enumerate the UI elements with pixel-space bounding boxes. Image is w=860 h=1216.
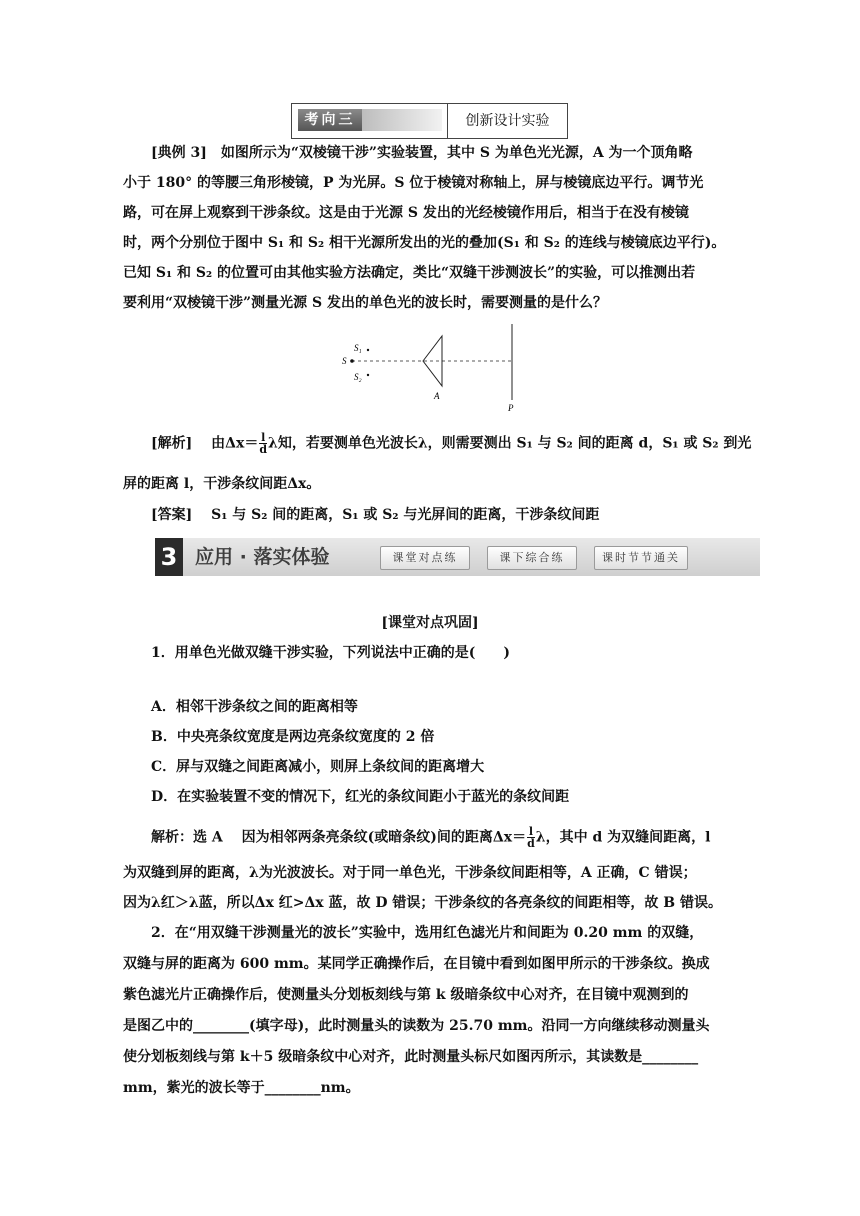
solution-label: 解析：选 A — [151, 829, 223, 846]
label-s2: S₂ — [354, 372, 362, 382]
section-banner — [155, 538, 760, 576]
question-2-line: 2．在“用双缝干涉测量光的波长”实验中，选用红色滤光片和间距为 0.20 mm 的双缝， — [151, 925, 704, 941]
question-1-option: D．在实验装置不变的情况下，红光的条纹间距小于蓝光的条纹间距 — [151, 789, 570, 805]
solution-text: λ，其中 d 为双缝间距离，l — [535, 829, 711, 846]
solution-fraction — [527, 826, 535, 849]
fraction-denominator: d — [527, 837, 535, 850]
fraction-numerator: l — [261, 431, 266, 444]
analysis-text: 由Δx＝ — [211, 435, 259, 452]
solution-text: 因为相邻两条亮条纹(或暗条纹)间的距离Δx＝ — [241, 829, 527, 846]
fraction-denominator: d — [259, 443, 268, 456]
biprism-diagram — [338, 320, 528, 416]
answer-line — [151, 505, 599, 525]
solution-line: 因为λ红＞λ蓝，所以Δx 红>Δx 蓝，故 D 错误；干涉条纹的各亮条纹的间距相等，故 B 错误。 — [123, 895, 722, 911]
section-tag-bar — [362, 109, 442, 131]
label-s1: S₁ — [354, 343, 362, 353]
source-s2-dot — [367, 374, 369, 376]
example-line: 已知 S₁ 和 S₂ 的位置可由其他实验方法确定，类比“双缝干涉测波长”的实验，可以推测出若 — [123, 265, 696, 281]
fraction-numerator: l — [528, 825, 534, 838]
question-2-line: 是图乙中的________(填字母)，此时测量头的读数为 25.70 mm。沿同一方向继续移动测量头 — [123, 1018, 710, 1034]
lesson-pass-button[interactable]: 课时节节通关 — [594, 546, 688, 570]
example-line: 路，可在屏上观察到干涉条纹。这是由于光源 S 发出的光经棱镜作用后，相当于在没有棱镜 — [123, 205, 689, 221]
class-practice-button[interactable]: 课堂对点练 — [380, 546, 470, 570]
subheading: [课堂对点巩固] — [381, 615, 479, 631]
analysis-fraction — [259, 432, 267, 455]
question-1-option: C．屏与双缝之间距离减小，则屏上条纹间的距离增大 — [151, 759, 485, 775]
question-2-line: 双缝与屏的距离为 600 mm。某同学正确操作后，在目镜中看到如图甲所示的干涉条纹。换成 — [123, 956, 710, 972]
label-s: S — [342, 356, 347, 366]
after-class-practice-button[interactable]: 课下综合练 — [487, 546, 577, 570]
example-line: [典例 3] 如图所示为“双棱镜干涉”实验装置，其中 S 为单色光光源，A 为一个顶角略 — [151, 145, 693, 161]
question-1-option: B．中央亮条纹宽度是两边亮条纹宽度的 2 倍 — [151, 729, 435, 745]
question-2-line: 紫色滤光片正确操作后，使测量头分划板刻线与第 k 级暗条纹中心对齐，在目镜中观测到的 — [123, 987, 689, 1003]
section-tag — [292, 104, 448, 138]
solution-line: 为双缝到屏的距离，λ为光波波长。对于同一单色光，干涉条纹间距相等，A 正确，C 错误； — [123, 865, 697, 881]
banner-number: 3 — [155, 538, 183, 576]
analysis-line: 屏的距离 l，干涉条纹间距Δx。 — [123, 476, 321, 492]
section-title: 创新设计实验 — [465, 113, 550, 129]
section-header — [291, 103, 568, 139]
example-line: 小于 180° 的等腰三角形棱镜，P 为光屏。S 位于棱镜对称轴上，屏与棱镜底边平行。调节光 — [123, 175, 704, 191]
label-p: P — [508, 403, 514, 413]
analysis-line — [151, 432, 751, 455]
answer-label: [答案] — [151, 507, 193, 523]
analysis-text: λ知，若要测单色光波长λ，则需要测出 S₁ 与 S₂ 间的距离 d，S₁ 或 S₂ 到光 — [268, 435, 752, 452]
question-2-line: 使分划板刻线与第 k＋5 级暗条纹中心对齐，此时测量头标尺如图丙所示，其读数是________ — [123, 1049, 699, 1065]
example-line: 时，两个分别位于图中 S₁ 和 S₂ 相干光源所发出的光的叠加(S₁ 和 S₂ 的连线与棱镜底边平行)。 — [123, 235, 726, 251]
question-1-stem: 1．用单色光做双缝干涉实验，下列说法中正确的是( ) — [151, 645, 510, 661]
answer-text: S₁ 与 S₂ 间的距离，S₁ 或 S₂ 与光屏间的距离，干涉条纹间距 — [211, 507, 600, 523]
solution-line — [151, 826, 710, 849]
label-a: A — [434, 391, 440, 401]
analysis-label: [解析] — [151, 435, 193, 452]
banner-title: 应用 · 落实体验 — [195, 546, 330, 568]
section-tag-label: 考向三 — [298, 109, 362, 131]
example-line: 要利用“双棱镜干涉”测量光源 S 发出的单色光的波长时，需要测量的是什么？ — [123, 295, 607, 311]
question-2-line: mm，紫光的波长等于________nm。 — [123, 1080, 360, 1096]
source-s1-dot — [367, 349, 369, 351]
source-s-dot — [350, 359, 354, 363]
question-1-option: A．相邻干涉条纹之间的距离相等 — [151, 699, 358, 715]
